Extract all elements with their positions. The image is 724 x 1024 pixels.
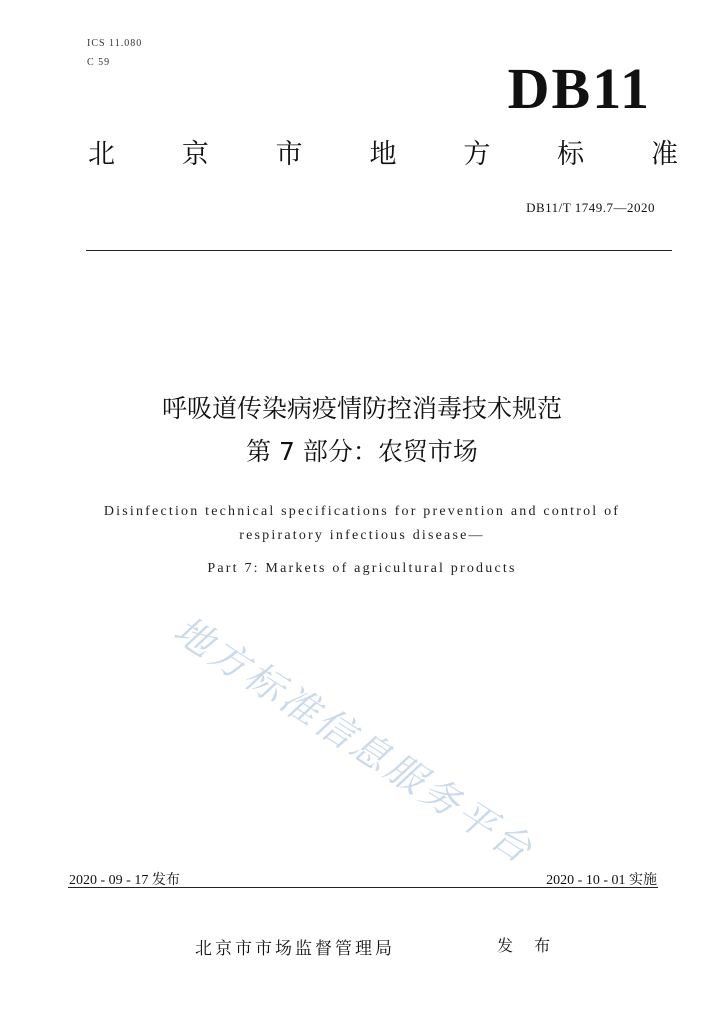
publish-label: 发 布 [497, 936, 559, 955]
implementation-date [546, 869, 657, 889]
issue-date [69, 869, 180, 889]
standard-type-char: 地 [369, 139, 397, 170]
standard-number: DB11/T 1749.7—2020 [526, 200, 655, 215]
chinese-title-line-1: 呼吸道传染病疫情防控消毒技术规范 [161, 394, 562, 423]
issue-date-value: 2020 - 09 - 17 [69, 873, 149, 888]
standard-type-char: 市 [275, 139, 303, 170]
ccs-code: C 59 [87, 57, 111, 68]
watermark: 地方标准信息服务平台 [166, 607, 543, 874]
issue-label: 发布 [151, 872, 180, 888]
english-title-line-1: Disinfection technical specifications for prevention and control of [103, 504, 621, 519]
db11-logo: DB11 [507, 56, 651, 121]
standard-type-char: 北 [88, 139, 115, 170]
standard-type-char: 方 [463, 139, 491, 170]
implementation-date-value: 2020 - 10 - 01 [546, 873, 626, 888]
footer-divider [68, 887, 658, 888]
ics-code: ICS 11.080 [87, 38, 143, 49]
header-divider [86, 250, 672, 251]
chinese-title-line-2: 第 7 部分：农贸市场 [246, 437, 478, 466]
standard-type-heading [88, 141, 678, 168]
english-title-line-3: Part 7: Markets of agricultural products [207, 561, 517, 576]
standard-type-char: 京 [181, 139, 209, 170]
standard-type-char: 标 [557, 139, 585, 170]
english-title-line-2: respiratory infectious disease— [239, 528, 485, 543]
publisher-name: 北京市市场监督管理局 [195, 939, 395, 959]
standard-type-char: 准 [650, 139, 678, 170]
implementation-label: 实施 [629, 872, 657, 888]
